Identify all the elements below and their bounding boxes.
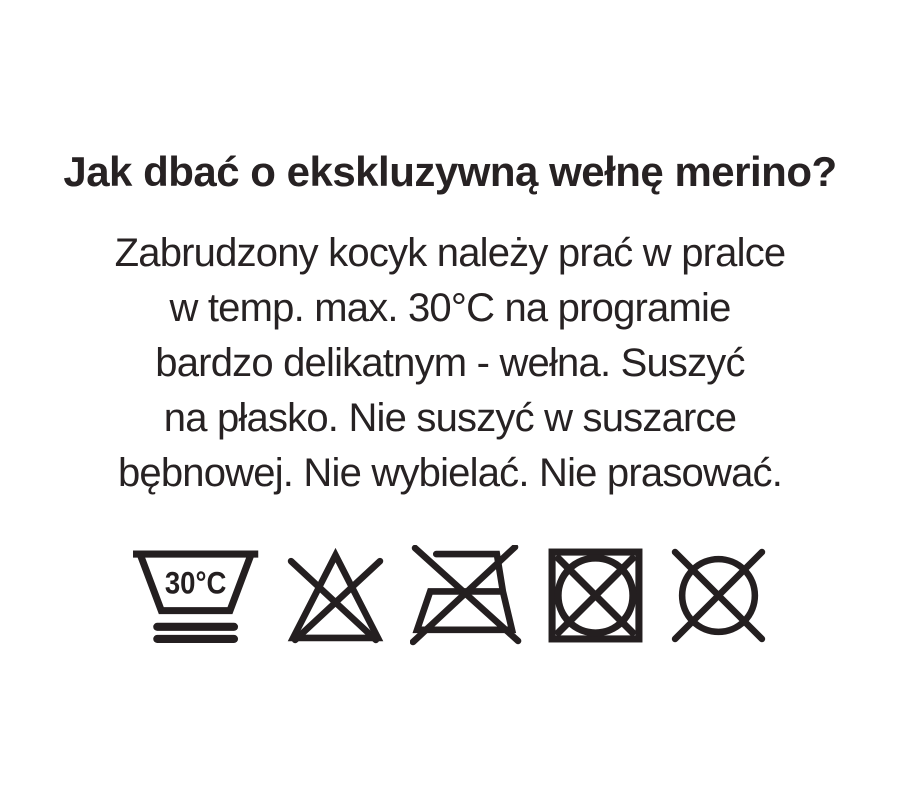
- care-symbols-row: [0, 545, 900, 646]
- do-not-dry-clean-icon: [668, 545, 769, 646]
- care-text-line: na płasko. Nie suszyć w suszarce: [163, 396, 737, 441]
- care-title: Jak dbać o ekskluzywną wełnę merino?: [63, 148, 837, 195]
- care-text-line: bębnowej. Nie wybielać. Nie prasować.: [117, 451, 783, 496]
- care-text-line: Zabrudzony kocyk należy prać w pralce: [114, 231, 786, 276]
- care-text-line: w temp. max. 30°C na programie: [169, 286, 731, 331]
- care-content: [0, 148, 900, 646]
- do-not-iron-icon: [410, 545, 523, 646]
- do-not-bleach-icon: [283, 545, 388, 646]
- care-text-line: bardzo delikatnym - wełna. Suszyć: [155, 341, 745, 386]
- do-not-tumble-dry-icon: [545, 545, 646, 646]
- wash-30-very-gentle-icon: [131, 545, 260, 646]
- care-body-text: [0, 226, 900, 501]
- wash-temperature-label: 30°C: [165, 566, 227, 602]
